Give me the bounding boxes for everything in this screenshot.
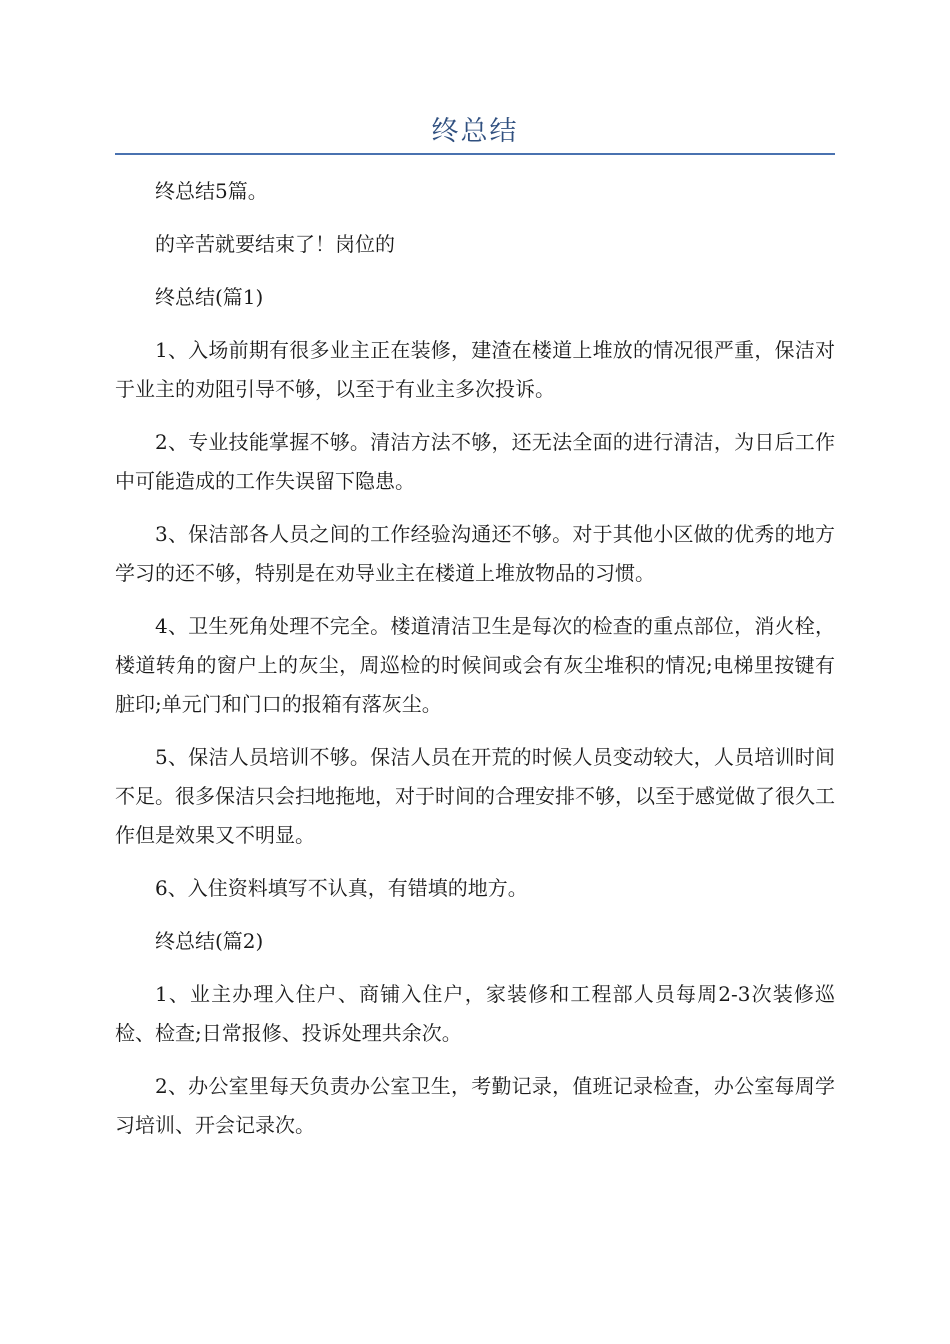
paragraph-item-5: 5、保洁人员培训不够。保洁人员在开荒的时候人员变动较大，人员培训时间不足。很多保洁只会扫地拖地，对于时间的合理安排不够，以至于感觉做了很久工作但是效果又不明显。 bbox=[115, 745, 835, 847]
paragraph-intro: 终总结5篇。 bbox=[155, 179, 268, 203]
paragraph-item-4: 4、卫生死角处理不完全。楼道清洁卫生是每次的检查的重点部位，消火栓，楼道转角的窗户上的灰尘，周巡检的时候间或会有灰尘堆积的情况;电梯里按键有脏印;单元门和门口的报箱有落灰尘。 bbox=[115, 614, 835, 716]
paragraph-item-3: 3、保洁部各人员之间的工作经验沟通还不够。对于其他小区做的优秀的地方学习的还不够，特别是在劝导业主在楼道上堆放物品的习惯。 bbox=[115, 522, 835, 585]
paragraph-item-1: 1、入场前期有很多业主正在装修，建渣在楼道上堆放的情况很严重，保洁对于业主的劝阻引导不够，以至于有业主多次投诉。 bbox=[115, 338, 835, 401]
title-underline bbox=[115, 153, 835, 155]
section-heading-1: 终总结(篇1) bbox=[155, 285, 264, 309]
document-title: 终总结 bbox=[431, 116, 519, 147]
paragraph-subtitle: 的辛苦就要结束了！岗位的 bbox=[155, 232, 395, 256]
paragraph-item-6: 6、入住资料填写不认真，有错填的地方。 bbox=[155, 876, 528, 900]
paragraph-item-8: 2、办公室里每天负责办公室卫生，考勤记录，值班记录检查，办公室每周学习培训、开会记录次。 bbox=[115, 1074, 835, 1137]
paragraph-item-7: 1、业主办理入住户、商铺入住户，家装修和工程部人员每周2-3次装修巡检、检查;日常报修、投诉处理共余次。 bbox=[115, 982, 835, 1045]
paragraph-item-2: 2、专业技能掌握不够。清洁方法不够，还无法全面的进行清洁，为日后工作中可能造成的工作失误留下隐患。 bbox=[115, 430, 835, 493]
section-heading-2: 终总结(篇2) bbox=[155, 929, 264, 953]
document-body bbox=[115, 172, 835, 1159]
